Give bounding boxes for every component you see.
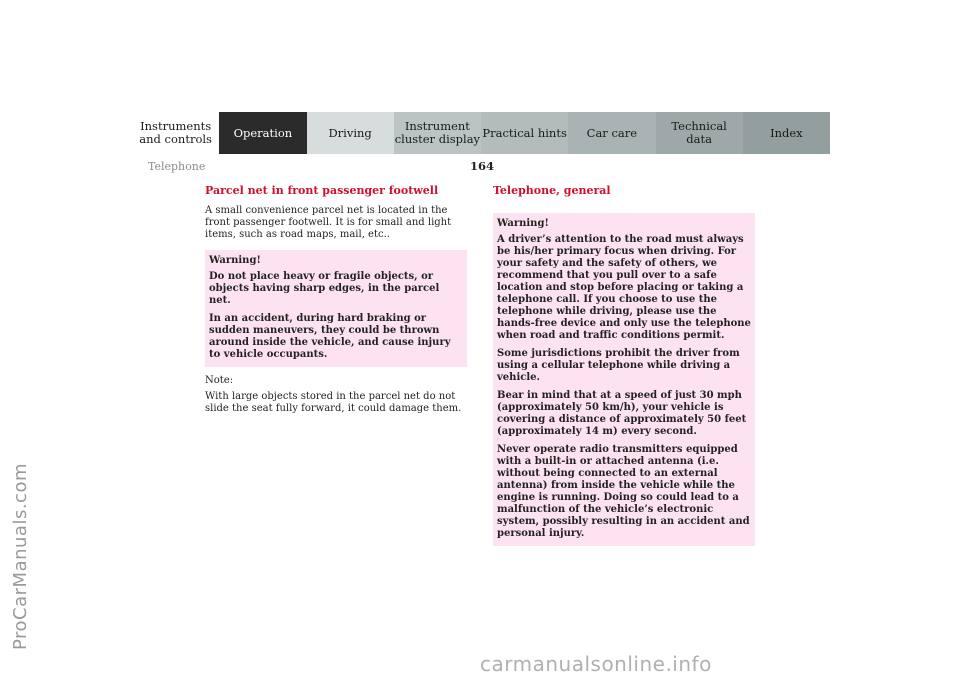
warning-paragraph: Some jurisdictions prohibit the driver from using a cellular telephone while driving a vehicle. bbox=[497, 348, 740, 383]
tab-instrument-cluster-display[interactable]: Instrument cluster display bbox=[394, 112, 481, 154]
parcel-net-heading: Parcel net in front passenger footwell bbox=[205, 184, 439, 197]
telephone-general-heading: Telephone, general bbox=[493, 184, 611, 197]
parcel-net-intro: A small convenience parcel net is located in the front passenger footwell. It is for small and light items, such as road maps, mail, etc.. bbox=[205, 205, 452, 240]
page-number: 164 bbox=[470, 159, 495, 173]
warning-paragraph: In an accident, during hard braking or sudden maneuvers, they could be thrown around inside the vehicle, and cause injury to vehicle occupants. bbox=[209, 313, 451, 360]
note-text: With large objects stored in the parcel net do not slide the seat fully forward, it could damage them. bbox=[205, 391, 462, 414]
warning-paragraph: Do not place heavy or fragile objects, or objects having sharp edges, in the parcel net. bbox=[209, 271, 440, 306]
parcel-net-warning-box bbox=[205, 250, 467, 367]
warning-paragraph: Bear in mind that at a speed of just 30 mph (approximately 50 km/h), your vehicle is covering a distance of approximately 50 feet (approximately 14 m) every second. bbox=[497, 390, 747, 437]
tab-index[interactable]: Index bbox=[743, 112, 830, 154]
left-column bbox=[205, 184, 467, 424]
tab-technical-data[interactable]: Technical data bbox=[656, 112, 743, 154]
tab-instruments-and-controls[interactable]: Instruments and controls bbox=[132, 112, 219, 154]
warning-paragraph: Never operate radio transmitters equipped with a built-in or attached antenna (i.e. without being connected to an external antenna) from inside the vehicle while the engine is running. Doing so could lead to a malfunction of the vehicle’s electronic system, possibly resulting in an accident and personal injury. bbox=[497, 444, 750, 539]
right-column bbox=[493, 184, 755, 554]
warning-paragraph: A driver’s attention to the road must always be his/her primary focus when driving. For your safety and the safety of others, we recommend that you pull over to a safe location and stop before placing or taking a telephone call. If you choose to use the telephone while driving, please use the hands-free device and only use the telephone when road and traffic conditions permit. bbox=[497, 234, 751, 341]
tab-practical-hints[interactable]: Practical hints bbox=[481, 112, 568, 154]
tab-car-care[interactable]: Car care bbox=[568, 112, 655, 154]
note-label: Note: bbox=[205, 375, 234, 386]
section-name: Telephone bbox=[148, 160, 206, 173]
side-watermark: ProCarManuals.com bbox=[10, 462, 31, 650]
warning-title: Warning! bbox=[497, 218, 549, 229]
telephone-warning-box bbox=[493, 213, 755, 546]
tab-operation[interactable]: Operation bbox=[219, 112, 306, 154]
chapter-tab-bar bbox=[132, 112, 830, 154]
tab-driving[interactable]: Driving bbox=[307, 112, 394, 154]
warning-title: Warning! bbox=[209, 255, 261, 266]
bottom-watermark: carmanualsonline.info bbox=[480, 652, 712, 676]
